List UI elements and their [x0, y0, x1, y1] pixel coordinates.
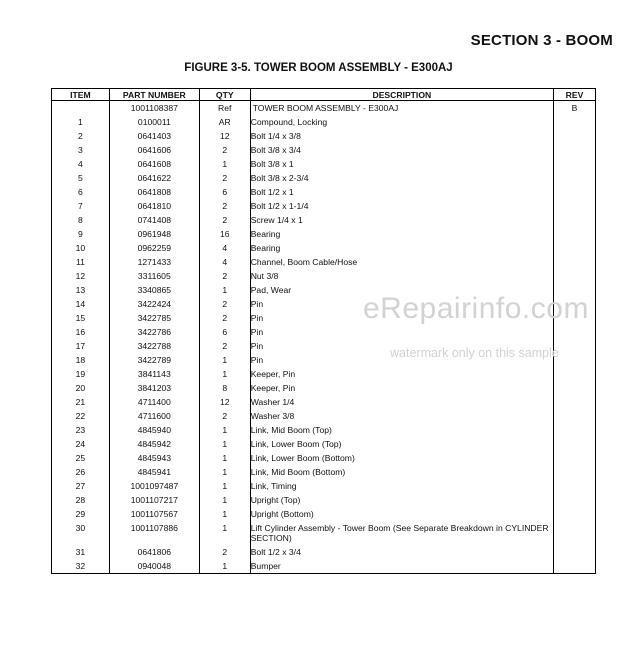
cell-rev — [554, 269, 596, 283]
cell-qty: 12 — [199, 129, 250, 143]
table-row — [52, 423, 596, 437]
cell-rev — [554, 241, 596, 255]
cell-description: Keeper, Pin — [250, 381, 553, 395]
cell-description: Bolt 1/2 x 1-1/4 — [250, 199, 553, 213]
cell-item: 12 — [75, 271, 86, 281]
cell-qty: Ref — [199, 101, 250, 116]
header-description: DESCRIPTION — [250, 89, 553, 101]
parts-table — [51, 88, 596, 574]
cell-item: 30 — [75, 523, 86, 533]
cell-item: 23 — [75, 425, 86, 435]
cell-part-number: 0961948 — [109, 227, 199, 241]
cell-description: Link, Mid Boom (Bottom) — [250, 465, 553, 479]
cell-qty: 1 — [199, 283, 250, 297]
cell-description: Bearing — [250, 227, 553, 241]
cell-rev — [554, 545, 596, 559]
cell-rev — [554, 143, 596, 157]
cell-rev — [554, 381, 596, 395]
table-row — [52, 101, 596, 116]
table-row — [52, 381, 596, 395]
cell-item: 16 — [75, 327, 86, 337]
table-row — [52, 545, 596, 559]
cell-item: 17 — [75, 341, 86, 351]
cell-part-number: 1001097487 — [109, 479, 199, 493]
cell-item — [52, 101, 110, 116]
table-row — [52, 269, 596, 283]
figure-title: FIGURE 3-5. TOWER BOOM ASSEMBLY - E300AJ — [184, 62, 453, 74]
cell-rev — [554, 213, 596, 227]
cell-item: 4 — [78, 159, 83, 169]
cell-part-number: 3422788 — [109, 339, 199, 353]
cell-qty: 1 — [199, 157, 250, 171]
table-row — [52, 559, 596, 574]
cell-description: Screw 1/4 x 1 — [250, 213, 553, 227]
cell-item: 13 — [75, 285, 86, 295]
table-header-row — [52, 89, 596, 101]
cell-description: Nut 3/8 — [250, 269, 553, 283]
cell-part-number: 4845942 — [109, 437, 199, 451]
section-title: SECTION 3 - BOOM — [470, 32, 613, 49]
cell-rev — [554, 437, 596, 451]
cell-qty: 8 — [199, 381, 250, 395]
cell-item: 32 — [75, 561, 86, 571]
header-rev: REV — [554, 89, 596, 101]
cell-part-number: 1271433 — [109, 255, 199, 269]
table-row — [52, 115, 596, 129]
table-row — [52, 479, 596, 493]
header-part-number: PART NUMBER — [109, 89, 199, 101]
cell-item: 8 — [78, 215, 83, 225]
cell-part-number: 3340865 — [109, 283, 199, 297]
cell-item: 19 — [75, 369, 86, 379]
cell-description: Bolt 1/2 x 1 — [250, 185, 553, 199]
cell-qty: 1 — [199, 507, 250, 521]
cell-description: Bolt 1/4 x 3/8 — [250, 129, 553, 143]
cell-qty: 16 — [199, 227, 250, 241]
cell-part-number: 3841203 — [109, 381, 199, 395]
cell-rev — [554, 227, 596, 241]
cell-part-number: 3311605 — [109, 269, 199, 283]
cell-qty: 4 — [199, 241, 250, 255]
cell-part-number: 0641808 — [109, 185, 199, 199]
cell-qty: 6 — [199, 325, 250, 339]
cell-qty: AR — [199, 115, 250, 129]
cell-part-number: 0741408 — [109, 213, 199, 227]
cell-qty: 2 — [199, 339, 250, 353]
cell-description: Pin — [250, 311, 553, 325]
cell-rev — [554, 157, 596, 171]
cell-qty: 4 — [199, 255, 250, 269]
table-row — [52, 367, 596, 381]
cell-item: 6 — [78, 187, 83, 197]
cell-rev — [554, 465, 596, 479]
cell-rev — [554, 185, 596, 199]
cell-description: Washer 3/8 — [250, 409, 553, 423]
table-row — [52, 255, 596, 269]
cell-description: Lift Cylinder Assembly - Tower Boom (See Separate Breakdown in CYLINDER SECTION) — [250, 521, 553, 545]
cell-rev — [554, 493, 596, 507]
cell-part-number: 0100011 — [109, 115, 199, 129]
cell-description: Link, Lower Boom (Bottom) — [250, 451, 553, 465]
cell-description: Channel, Boom Cable/Hose — [250, 255, 553, 269]
cell-description: Washer 1/4 — [250, 395, 553, 409]
cell-qty: 2 — [199, 199, 250, 213]
cell-item: 29 — [75, 509, 86, 519]
cell-rev: B — [554, 101, 596, 116]
cell-qty: 1 — [199, 437, 250, 451]
table-row — [52, 143, 596, 157]
table-row — [52, 451, 596, 465]
cell-description: Link, Timing — [250, 479, 553, 493]
cell-description: Link, Lower Boom (Top) — [250, 437, 553, 451]
cell-part-number: 3422786 — [109, 325, 199, 339]
cell-item: 18 — [75, 355, 86, 365]
cell-item: 24 — [75, 439, 86, 449]
cell-rev — [554, 129, 596, 143]
table-row — [52, 185, 596, 199]
cell-item: 27 — [75, 481, 86, 491]
table-row — [52, 227, 596, 241]
table-row — [52, 493, 596, 507]
cell-item: 1 — [78, 117, 83, 127]
cell-description: Upright (Top) — [250, 493, 553, 507]
cell-part-number: 0641806 — [109, 545, 199, 559]
cell-qty: 2 — [199, 213, 250, 227]
cell-description: Pin — [250, 353, 553, 367]
cell-part-number: 0641606 — [109, 143, 199, 157]
cell-item: 11 — [75, 257, 85, 267]
cell-description: Bolt 3/8 x 3/4 — [250, 143, 553, 157]
cell-qty: 1 — [199, 493, 250, 507]
cell-qty: 1 — [199, 353, 250, 367]
cell-description: Bearing — [250, 241, 553, 255]
cell-part-number: 1001107567 — [109, 507, 199, 521]
watermark-site: eRepairinfo.com — [363, 292, 589, 325]
cell-qty: 2 — [199, 545, 250, 559]
parts-table-body — [52, 101, 596, 574]
cell-part-number: 4845941 — [109, 465, 199, 479]
cell-qty: 1 — [199, 451, 250, 465]
table-row — [52, 157, 596, 171]
table-row — [52, 241, 596, 255]
cell-qty: 1 — [199, 423, 250, 437]
table-row — [52, 507, 596, 521]
cell-item: 3 — [78, 145, 83, 155]
cell-qty: 1 — [199, 479, 250, 493]
cell-rev — [554, 423, 596, 437]
cell-part-number: 0641810 — [109, 199, 199, 213]
table-row — [52, 129, 596, 143]
cell-part-number: 0641608 — [109, 157, 199, 171]
cell-description: Bolt 1/2 x 3/4 — [250, 545, 553, 559]
cell-part-number: 0962259 — [109, 241, 199, 255]
cell-part-number: 0641403 — [109, 129, 199, 143]
cell-description: Bolt 3/8 x 2-3/4 — [250, 171, 553, 185]
cell-description: Pin — [250, 325, 553, 339]
cell-part-number: 4845940 — [109, 423, 199, 437]
cell-rev — [554, 507, 596, 521]
cell-part-number: 4845943 — [109, 451, 199, 465]
watermark-note: watermark only on this sample — [390, 346, 559, 360]
cell-item: 5 — [78, 173, 83, 183]
cell-rev — [554, 325, 596, 339]
cell-description: TOWER BOOM ASSEMBLY - E300AJ — [250, 101, 553, 116]
cell-qty: 2 — [199, 269, 250, 283]
cell-item: 2 — [78, 131, 83, 141]
cell-item: 7 — [78, 201, 83, 211]
cell-part-number: 1001107886 — [109, 521, 199, 545]
table-row — [52, 465, 596, 479]
cell-qty: 1 — [199, 521, 250, 545]
table-row — [52, 409, 596, 423]
cell-qty: 12 — [199, 395, 250, 409]
cell-rev — [554, 115, 596, 129]
cell-qty: 2 — [199, 297, 250, 311]
cell-qty: 1 — [199, 465, 250, 479]
header-item: ITEM — [52, 89, 110, 101]
cell-description: Pin — [250, 339, 553, 353]
cell-part-number: 4711400 — [109, 395, 199, 409]
cell-item: 10 — [75, 243, 86, 253]
cell-part-number: 1001107217 — [109, 493, 199, 507]
table-row — [52, 395, 596, 409]
cell-rev — [554, 559, 596, 574]
cell-description: Keeper, Pin — [250, 367, 553, 381]
table-row — [52, 437, 596, 451]
cell-item: 20 — [75, 383, 86, 393]
cell-rev — [554, 451, 596, 465]
cell-part-number: 3422424 — [109, 297, 199, 311]
cell-qty: 2 — [199, 143, 250, 157]
cell-part-number: 0641622 — [109, 171, 199, 185]
cell-description: Compound, Locking — [250, 115, 553, 129]
cell-rev — [554, 353, 596, 367]
cell-item: 28 — [75, 495, 86, 505]
cell-item: 9 — [78, 229, 83, 239]
cell-rev — [554, 409, 596, 423]
cell-part-number: 3422785 — [109, 311, 199, 325]
cell-rev — [554, 199, 596, 213]
cell-description: Bumper — [250, 559, 553, 574]
cell-description: Bolt 3/8 x 1 — [250, 157, 553, 171]
cell-part-number: 3841143 — [109, 367, 199, 381]
cell-rev — [554, 521, 596, 545]
cell-description: Pin — [250, 297, 553, 311]
cell-rev — [554, 479, 596, 493]
cell-item: 15 — [75, 313, 86, 323]
cell-item: 25 — [75, 453, 86, 463]
cell-part-number: 4711600 — [109, 409, 199, 423]
cell-qty: 2 — [199, 311, 250, 325]
cell-rev — [554, 339, 596, 353]
table-row — [52, 171, 596, 185]
cell-description: Link, Mid Boom (Top) — [250, 423, 553, 437]
cell-item: 22 — [75, 411, 86, 421]
cell-item: 21 — [75, 397, 86, 407]
cell-qty: 1 — [199, 367, 250, 381]
cell-item: 14 — [75, 299, 86, 309]
table-row — [52, 199, 596, 213]
cell-item: 26 — [75, 467, 86, 477]
cell-part-number: 0940048 — [109, 559, 199, 574]
cell-description: Pad, Wear — [250, 283, 553, 297]
cell-item: 31 — [75, 547, 86, 557]
cell-qty: 2 — [199, 409, 250, 423]
cell-description: Upright (Bottom) — [250, 507, 553, 521]
table-row — [52, 325, 596, 339]
cell-rev — [554, 395, 596, 409]
cell-rev — [554, 171, 596, 185]
table-row — [52, 521, 596, 545]
cell-rev — [554, 255, 596, 269]
cell-qty: 2 — [199, 171, 250, 185]
header-qty: QTY — [199, 89, 250, 101]
table-row — [52, 213, 596, 227]
cell-part-number: 3422789 — [109, 353, 199, 367]
cell-qty: 6 — [199, 185, 250, 199]
cell-qty: 1 — [199, 559, 250, 574]
cell-rev — [554, 367, 596, 381]
cell-part-number: 1001108387 — [109, 101, 199, 116]
